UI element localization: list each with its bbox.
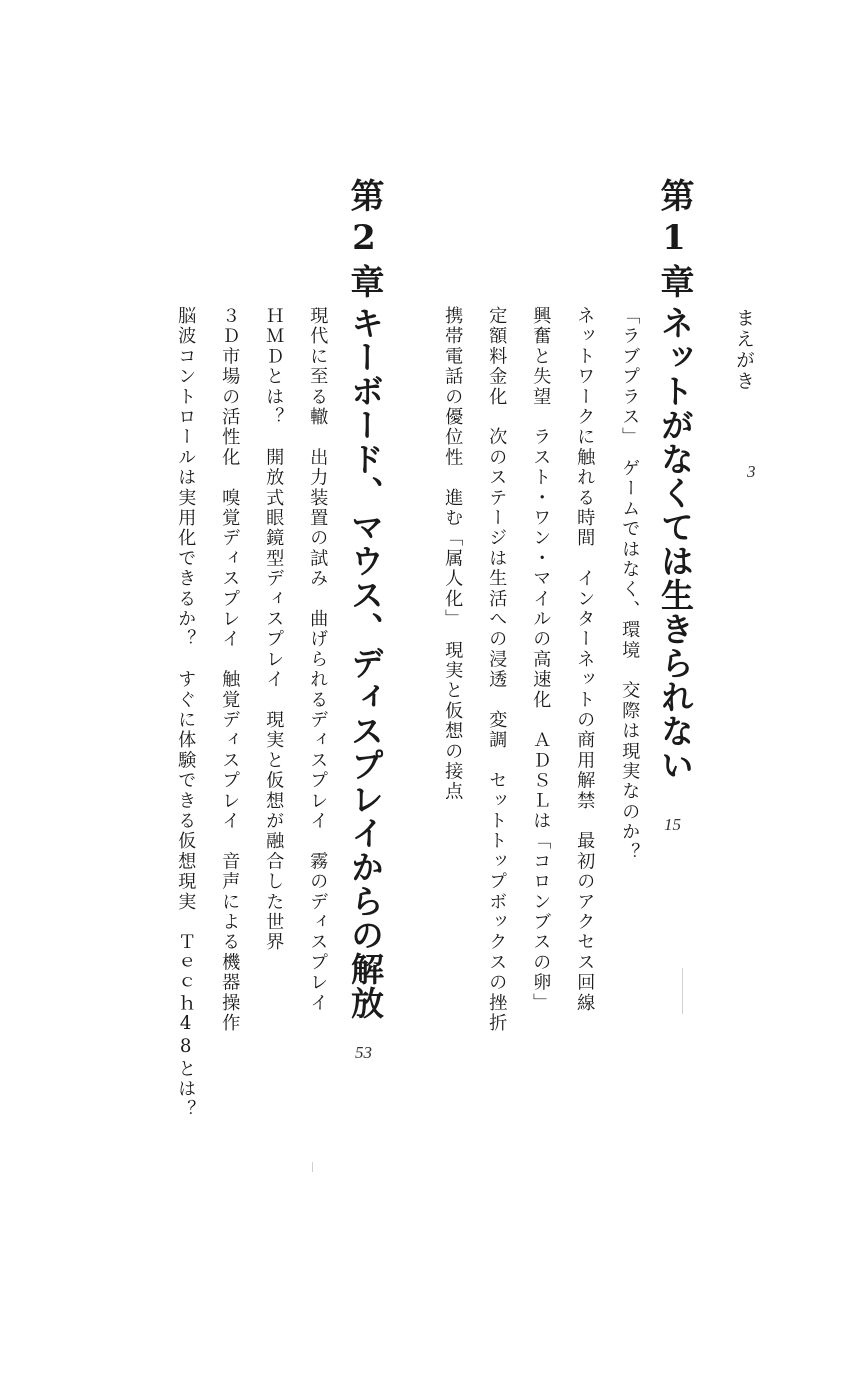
chapter-1-label: 第1章 bbox=[654, 178, 694, 304]
chapter-2-section-line: ＨＭＤとは？ 開放式眼鏡型ディスプレイ 現実と仮想が融合した世界 bbox=[263, 306, 285, 953]
chapter-2-label: 第2章 bbox=[344, 178, 384, 304]
preface-page-number: 3 bbox=[747, 462, 756, 481]
chapter-2-title[interactable]: キーボード、マウス、ディスプレイからの解放 bbox=[346, 306, 385, 1020]
chapter-1-section-line: 「ラブプラス」 ゲームではなく、環境 交際は現実なのか？ bbox=[619, 306, 641, 863]
chapter-1-section-line: 携帯電話の優位性 進む「属人化」 現実と仮想の接点 bbox=[442, 306, 464, 802]
chapter-2-section-line: 脳波コントロールは実用化できるか？ すぐに体験できる仮想現実 Ｔｅｃｈ48とは？ bbox=[175, 306, 197, 1120]
chapter-1-page-number: 15 bbox=[664, 815, 681, 834]
chapter-1-section-line: 定額料金化 次のステージは生活への浸透 変調 セットトップボックスの挫折 bbox=[486, 306, 508, 1034]
scan-mark bbox=[682, 968, 683, 1014]
scan-mark bbox=[312, 1162, 313, 1172]
chapter-2-page-number: 53 bbox=[355, 1043, 372, 1062]
chapter-1-title[interactable]: ネットがなくては生きられない bbox=[656, 306, 695, 782]
chapter-1-section-line: ネットワークに触れる時間 インターネットの商用解禁 最初のアクセス回線 bbox=[574, 306, 596, 1013]
chapter-1-section-line: 興奮と失望 ラスト・ワン・マイルの高速化 ＡＤＳＬは「コロンブスの卵」 bbox=[530, 306, 552, 1013]
chapter-2-section-line: ３Ｄ市場の活性化 嗅覚ディスプレイ 触覚ディスプレイ 音声による機器操作 bbox=[219, 306, 241, 1034]
preface-title[interactable]: まえがき bbox=[733, 308, 755, 392]
chapter-2-section-line: 現代に至る轍 出力装置の試み 曲げられるディスプレイ 霧のディスプレイ bbox=[307, 306, 329, 1013]
